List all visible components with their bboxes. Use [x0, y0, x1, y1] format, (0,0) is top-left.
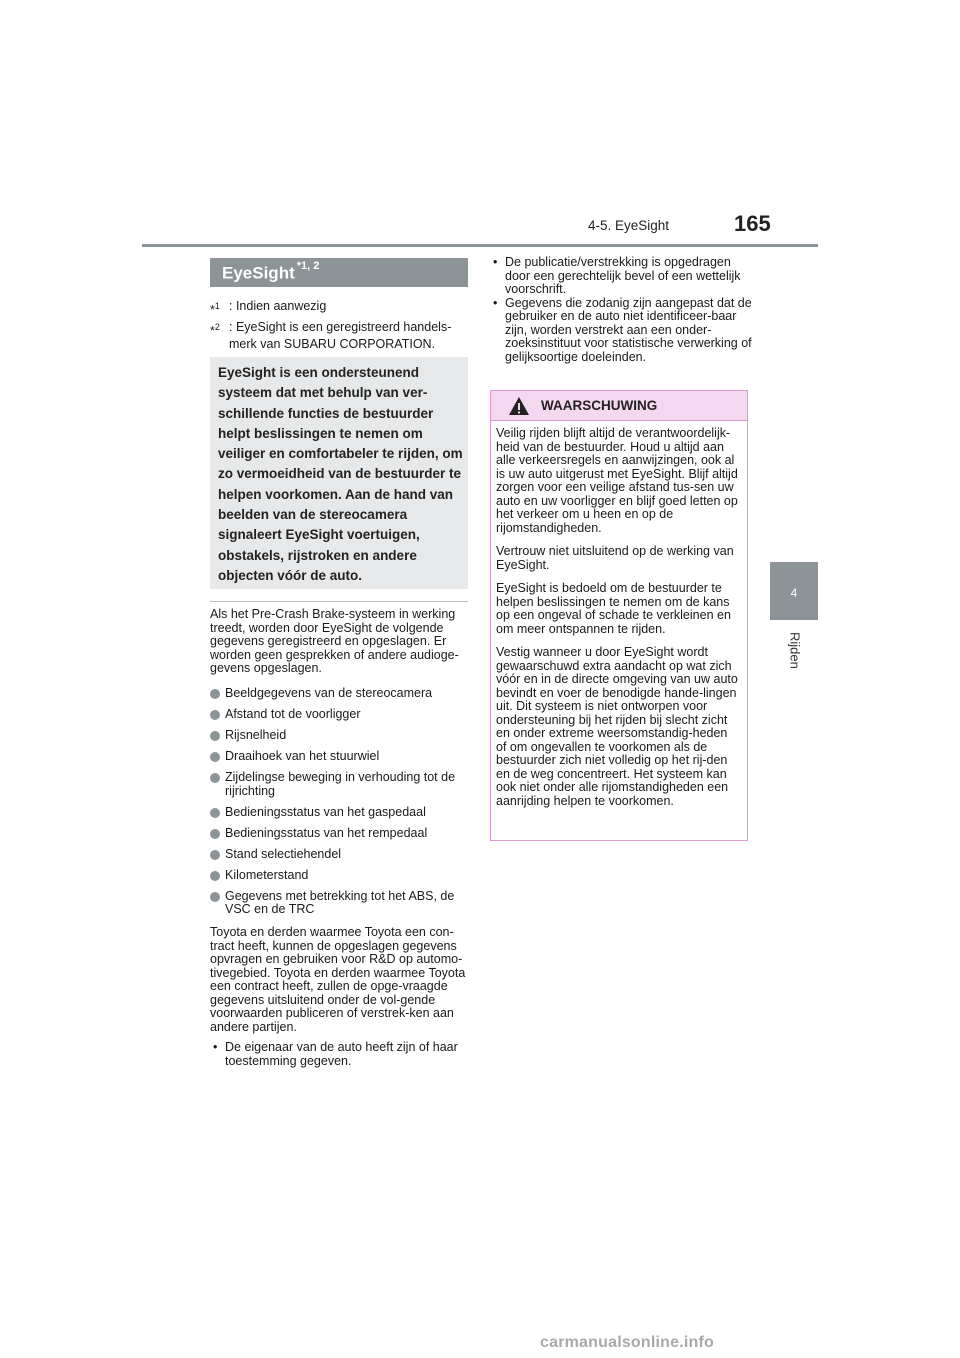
section-title: 4-5. EyeSight: [588, 218, 670, 233]
bullet-dot-icon: [210, 871, 220, 881]
footnote-2: [210, 319, 472, 353]
bullet-dot-icon: [210, 850, 220, 860]
list-item: [210, 729, 472, 743]
condition-text: Gegevens die zodanig zijn aangepast dat de gebruiker en de auto niet identificeer-baar zijn, worden verstrekt aan een onder-zoeksinstituut voor statistische verwerking of gelijksoortige doeleinden.: [505, 295, 752, 364]
list-item: [210, 806, 472, 820]
footnote-marker: [210, 319, 220, 340]
bullet-dot-icon: [210, 752, 220, 762]
bullet-dot-icon: [210, 808, 220, 818]
chapter-tab: [770, 562, 818, 620]
condition-text: De publicatie/verstrekking is opgedragen door een gerechtelijk bevel of een wettelijk voorschrift.: [505, 255, 741, 296]
list-item: [210, 750, 472, 764]
list-item-text: Bedieningsstatus van het gaspedaal: [225, 804, 426, 819]
topic-title-superscript: *1, 2: [296, 260, 320, 272]
list-item-text: Gegevens met betrekking tot het ABS, de VSC en de TRC: [225, 888, 455, 916]
warning-header: [491, 391, 747, 421]
warning-body: [496, 427, 741, 818]
summary-box: [210, 357, 468, 589]
list-item-text: Draaihoek van het stuurwiel: [225, 749, 380, 763]
bullet-dot-icon: [210, 773, 220, 783]
condition-text: De eigenaar van de auto heeft zijn of haar toestemming gegeven.: [225, 1040, 458, 1068]
list-item: [210, 827, 472, 841]
recorded-data-list: [210, 687, 472, 924]
section-divider: [210, 601, 468, 602]
list-item: [210, 771, 472, 798]
bullet-icon: •: [493, 255, 498, 269]
list-item-text: Rijsnelheid: [225, 728, 287, 742]
topic-title-bar: [210, 258, 468, 287]
list-item-text: Bedieningsstatus van het rempedaal: [225, 825, 428, 840]
bullet-dot-icon: [210, 689, 220, 699]
footnote-marker: [210, 298, 220, 319]
bullet-icon: •: [493, 295, 498, 310]
condition-item: [490, 297, 752, 365]
warning-triangle-icon: [508, 396, 530, 416]
condition-item: [490, 256, 752, 297]
list-item: [210, 890, 472, 917]
list-item-text: Stand selectiehendel: [225, 846, 342, 861]
warning-paragraph: Veilig rijden blijft altijd de verantwoordelijk-heid van de bestuurder. Houd u altijd aan alle verkeersregels en aanwijzingen, ook al is uw auto uitgerust met EyeSight. Blijf altijd zorgen voor een veilige afstand tus-sen uw auto en uw voorligger en blijf goed letten op het verkeer om u heen en op de rijomstandigheden.: [496, 426, 738, 535]
bullet-icon: •: [213, 1040, 218, 1054]
warning-paragraph: Vestig wanneer u door EyeSight wordt gewaarschuwd extra aandacht op wat zich vóór en in de directe omgeving van uw auto bevindt en voer de benodigde hande-lingen uit. Dit systeem is niet ontworpen voor ondersteuning bij het rijden bij slecht zicht en onder extreme weersomstandig-heden of om ongevallen te voorkomen als de bestuurder zich niet volledig op het rij-den en de weg concentreert. Het systeem kan ook niet onder alle rijomstandigheden een aanrijding helpen te voorkomen.: [496, 645, 738, 808]
footnote-number: 2: [214, 322, 220, 332]
list-item: [210, 687, 472, 701]
condition-list-right: [490, 256, 752, 364]
intro-paragraph: Als het Pre-Crash Brake-systeem in werking treedt, worden door EyeSight de volgende gegevens geregistreerd en opgeslagen. Er worden geen gesprekken of andere audioge-gevens opgeslagen.: [210, 607, 459, 675]
warning-paragraph: Vertrouw niet uitsluitend op de werking van EyeSight.: [496, 544, 734, 572]
list-item: [210, 708, 472, 722]
list-item: [210, 869, 472, 883]
chapter-label: [776, 632, 814, 672]
watermark: carmanualsonline.info: [540, 1334, 715, 1351]
bullet-dot-icon: [210, 731, 220, 741]
footnote-asterisk: *: [210, 303, 215, 318]
condition-item: [210, 1041, 468, 1068]
chapter-label-text: Rijden: [787, 632, 803, 669]
list-item: [210, 848, 472, 862]
warning-paragraph: EyeSight is bedoeld om de bestuurder te helpen beslissingen te nemen om de kans op een ongeval of schade te verkleinen en om meer ontspannen te rijden.: [496, 581, 731, 636]
footnote-text: : Indien aanwezig: [229, 299, 327, 313]
footnote-text: : EyeSight is een geregistreerd handels-merk van SUBARU CORPORATION.: [229, 320, 452, 351]
warning-box: [490, 390, 748, 841]
footnote-number: 1: [214, 301, 220, 311]
summary-text: EyeSight is een ondersteunend systeem dat met behulp van ver-schillende functies de bestuurder helpt beslissingen te nemen om veiliger en comfortabeler te rijden, om zo vermoeidheid van de bestuurder te helpen voorkomen. Aan de hand van beelden van de stereocamera signaleert EyeSight voertuigen, obstakels, rijstroken en andere objecten vóór de auto.: [218, 365, 463, 583]
footnote-asterisk: *: [210, 324, 215, 339]
footnote-1: [210, 298, 472, 318]
page-number: 165: [734, 211, 771, 236]
data-usage-paragraph: Toyota en derden waarmee Toyota een con-tract heeft, kunnen de opgeslagen gegevens opvragen en gebruiken voor R&D op automo-tivegebied. Toyota en derden waarmee Toyota een contract heeft, zullen de opge-vraagde gegevens uitsluitend onder de vol-gende voorwaarden publiceren of verstrek-ken aan andere partijen.: [210, 925, 466, 1034]
list-item-text: Zijdelingse beweging in verhouding tot de rijrichting: [225, 770, 456, 798]
chapter-number: 4: [790, 586, 798, 600]
topic-title: [222, 260, 320, 284]
list-item-text: Afstand tot de voorligger: [225, 707, 361, 721]
topic-title-text: EyeSight: [222, 263, 295, 283]
bullet-dot-icon: [210, 892, 220, 902]
bullet-dot-icon: [210, 710, 220, 720]
condition-list-left: [210, 1041, 468, 1068]
bullet-dot-icon: [210, 829, 220, 839]
list-item-text: Kilometerstand: [225, 867, 309, 882]
list-item-text: Beeldgegevens van de stereocamera: [225, 686, 433, 700]
warning-title: WAARSCHUWING: [541, 398, 658, 413]
header-rule: [142, 244, 818, 247]
